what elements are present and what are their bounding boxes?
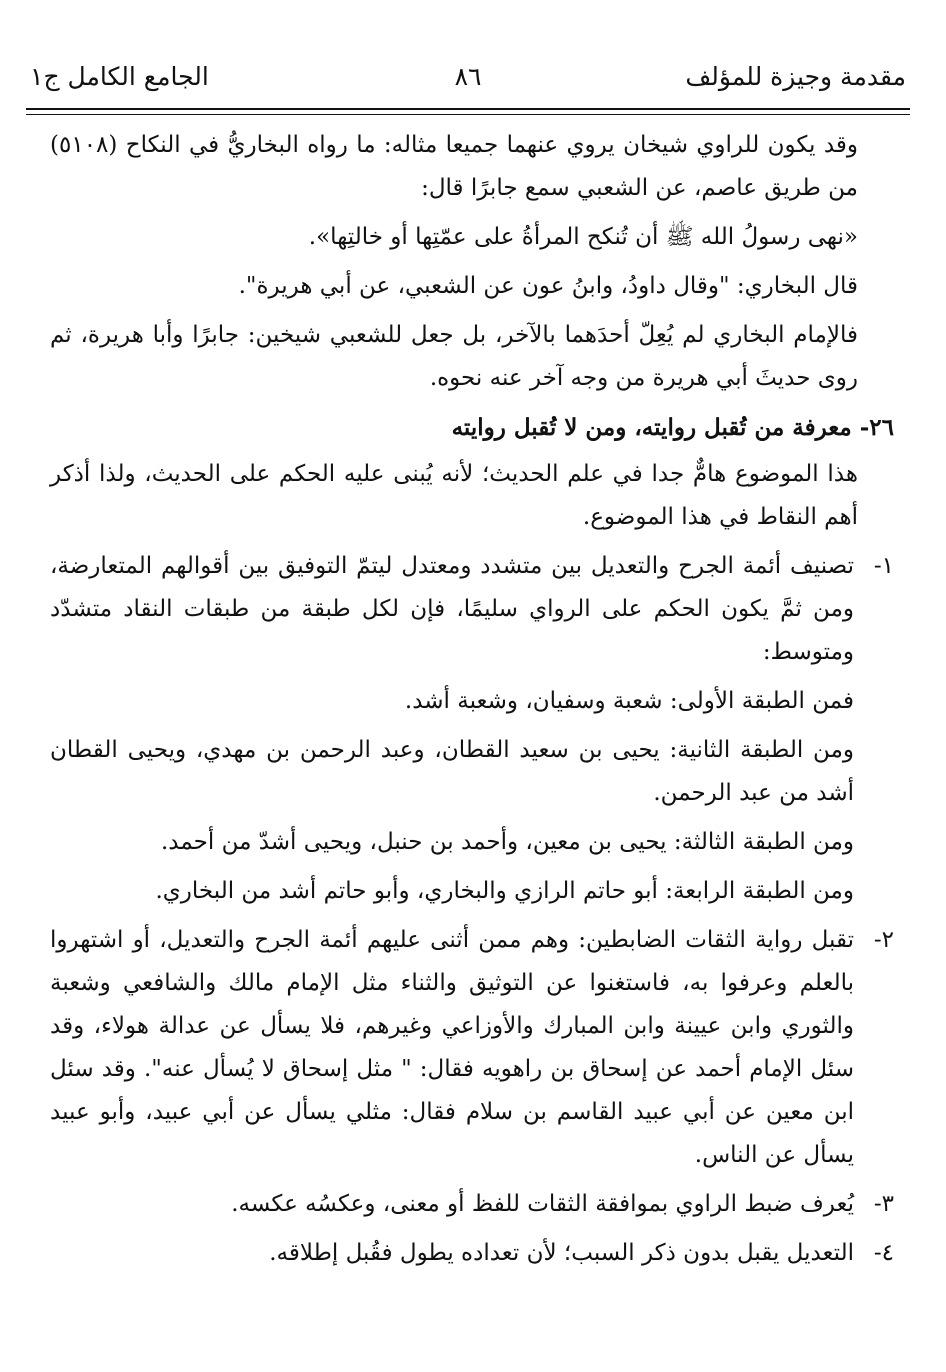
list-item-number: ٢- (873, 927, 894, 953)
tier-4: ومن الطبقة الرابعة: أبو حاتم الرازي والبخاري، وأبو حاتم أشد من البخاري. (155, 878, 854, 904)
chapter-title: مقدمة وجيزة للمؤلف (685, 62, 906, 91)
list-item-text: يُعرف ضبط الراوي بموافقة الثقات للفظ أو معنى، وعكسُه عكسه. (231, 1191, 854, 1217)
list-item-number: ٣- (873, 1191, 894, 1217)
list-item-3 (50, 1183, 894, 1226)
section-heading: ٢٦- معرفة من تُقبل روايته، ومن لا تُقبل روايته (451, 414, 894, 441)
tier-2: ومن الطبقة الثانية: يحيى بن سعيد القطان، وعبد الرحمن بن مهدي، ويحيى القطان أشد من عبد الرحمن. (50, 737, 854, 806)
list-item-number: ١- (873, 553, 894, 579)
paragraph-3: هذا الموضوع هامٌّ جدا في علم الحديث؛ لأنه يُبنى عليه الحكم على الحديث، ولذا أذكر أهم النقاط في هذا الموضوع. (50, 461, 858, 530)
header-rule-thin (26, 114, 910, 115)
tier-1: فمن الطبقة الأولى: شعبة وسفيان، وشعبة أشد. (404, 688, 854, 714)
paragraph-2: فالإمام البخاري لم يُعِلّ أحدَهما بالآخر، بل جعل للشعبي شيخين: جابرًا وأبا هريرة، ثم روى حديثَ أبي هريرة من وجه آخر عنه نحوه. (50, 322, 858, 391)
list-item-text: تصنيف أئمة الجرح والتعديل بين متشدد ومعتدل ليتمّ التوفيق بين أقوالهم المتعارضة، ومن ثمَّ يكون الحكم على الرواي سليمًا، فإن لكل طبقة من طبقات النقاد متشدّد ومتوسط: (50, 553, 854, 665)
paragraph-bukhari-quote: قال البخاري: "وقال داودُ، وابنُ عون عن الشعبي، عن أبي هريرة". (238, 273, 858, 299)
page-body (50, 124, 894, 1281)
list-item-text: تقبل رواية الثقات الضابطين: وهم ممن أثنى عليهم أئمة الجرح والتعديل، أو اشتهروا بالعلم وعرفوا به، فاستغنوا عن التوثيق والثناء مثل الإمام مالك والشافعي وشعبة والثوري وابن عيينة وابن المبارك والأوزاعي وغيرهم، فلا يسأل عن عدالة هولاء، وقد سئل الإمام أحمد عن إسحاق بن راهويه فقال: " مثل إسحاق لا يُسأل عنه". وقد سئل ابن معين عن أبي عبيد القاسم بن سلام فقال: مثلي يسأل عن أبي عبيد، وأبو عبيد يسأل عن الناس. (50, 927, 854, 1168)
paragraph-1: وقد يكون للراوي شيخان يروي عنهما جميعا مثاله: ما رواه البخاريُّ في النكاح (٥١٠٨) من طريق عاصم، عن الشعبي سمع جابرًا قال: (50, 132, 858, 201)
hadith-quote: «نهى رسولُ الله ﷺ أن تُنكح المرأةُ على عمّتِها أو خالتِها». (308, 224, 858, 250)
page-header (30, 62, 906, 102)
header-rule (26, 108, 910, 110)
list-item-number: ٤- (873, 1240, 894, 1266)
list-item-1 (50, 545, 894, 674)
list-item-2 (50, 919, 894, 1177)
list-item-4 (50, 1232, 894, 1275)
list-item-text: التعديل يقبل بدون ذكر السبب؛ لأن تعداده يطول فقُبل إطلاقه. (269, 1240, 854, 1266)
tier-3: ومن الطبقة الثالثة: يحيى بن معين، وأحمد بن حنبل، ويحيى أشدّ من أحمد. (160, 829, 854, 855)
book-title: الجامع الكامل ج١ (30, 62, 209, 91)
page-number: ٨٦ (454, 62, 482, 91)
